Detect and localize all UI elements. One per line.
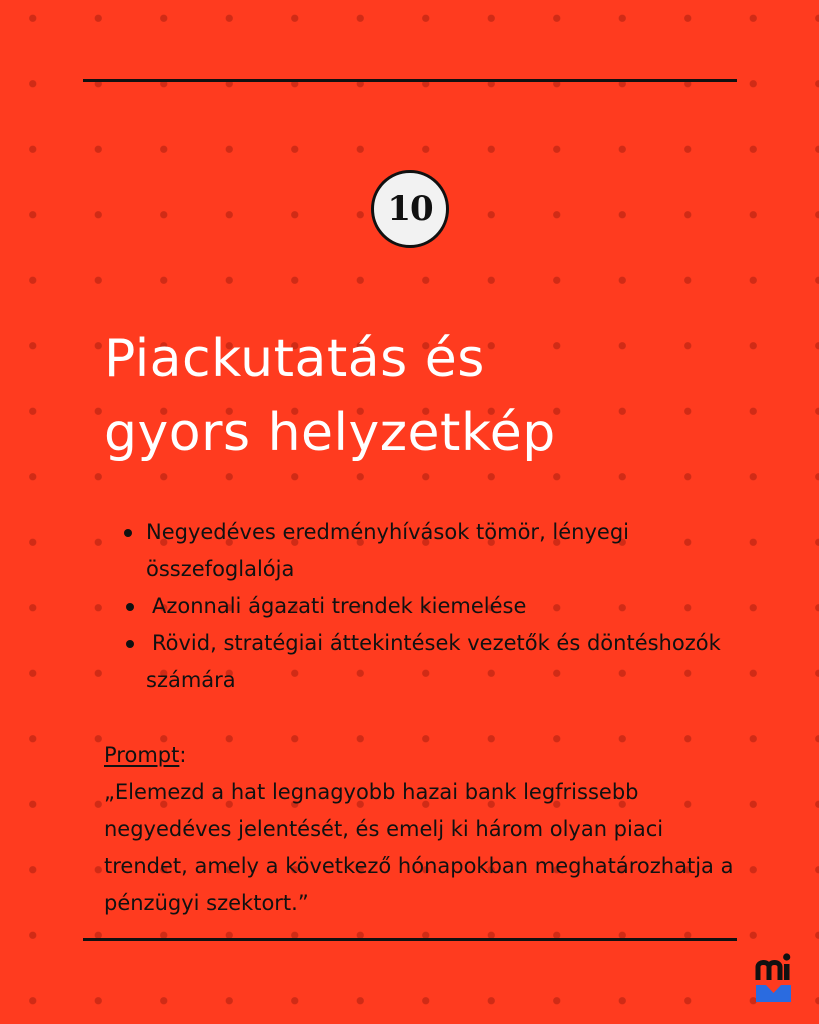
bottom-divider xyxy=(83,938,737,941)
prompt-label-colon: : xyxy=(179,743,187,767)
bullet-text: Negyedéves eredményhívások tömör, lényegi összefoglalója xyxy=(146,520,629,581)
prompt-block xyxy=(104,737,734,922)
slide-title-line-1: Piackutatás és xyxy=(104,329,485,389)
slide-number: 10 xyxy=(387,189,433,229)
prompt-text: „Elemezd a hat legnagyobb hazai bank legfrissebb negyedéves jelentését, és emelj ki három olyan piaci trendet, amely a következő hónapokban meghatározhatja a pénzügyi szektort.” xyxy=(104,780,734,915)
bullet-text: Rövid, stratégiai áttekintések vezetők és döntéshozók számára xyxy=(146,631,721,692)
slide-number-badge xyxy=(371,170,449,248)
bullet-item xyxy=(104,625,724,699)
prompt-label: Prompt xyxy=(104,743,180,767)
slide-title-line-2: gyors helyzetkép xyxy=(104,403,556,463)
mi-logo-icon xyxy=(755,950,793,1004)
bullet-list xyxy=(104,514,724,699)
bullet-dot-icon xyxy=(126,603,134,611)
bullet-item xyxy=(104,514,724,588)
top-divider xyxy=(83,79,737,82)
bullet-dot-icon xyxy=(124,529,132,537)
slide-title xyxy=(104,322,744,470)
bullet-dot-icon xyxy=(126,640,134,648)
bullet-text: Azonnali ágazati trendek kiemelése xyxy=(152,594,527,618)
bullet-item xyxy=(104,588,724,625)
